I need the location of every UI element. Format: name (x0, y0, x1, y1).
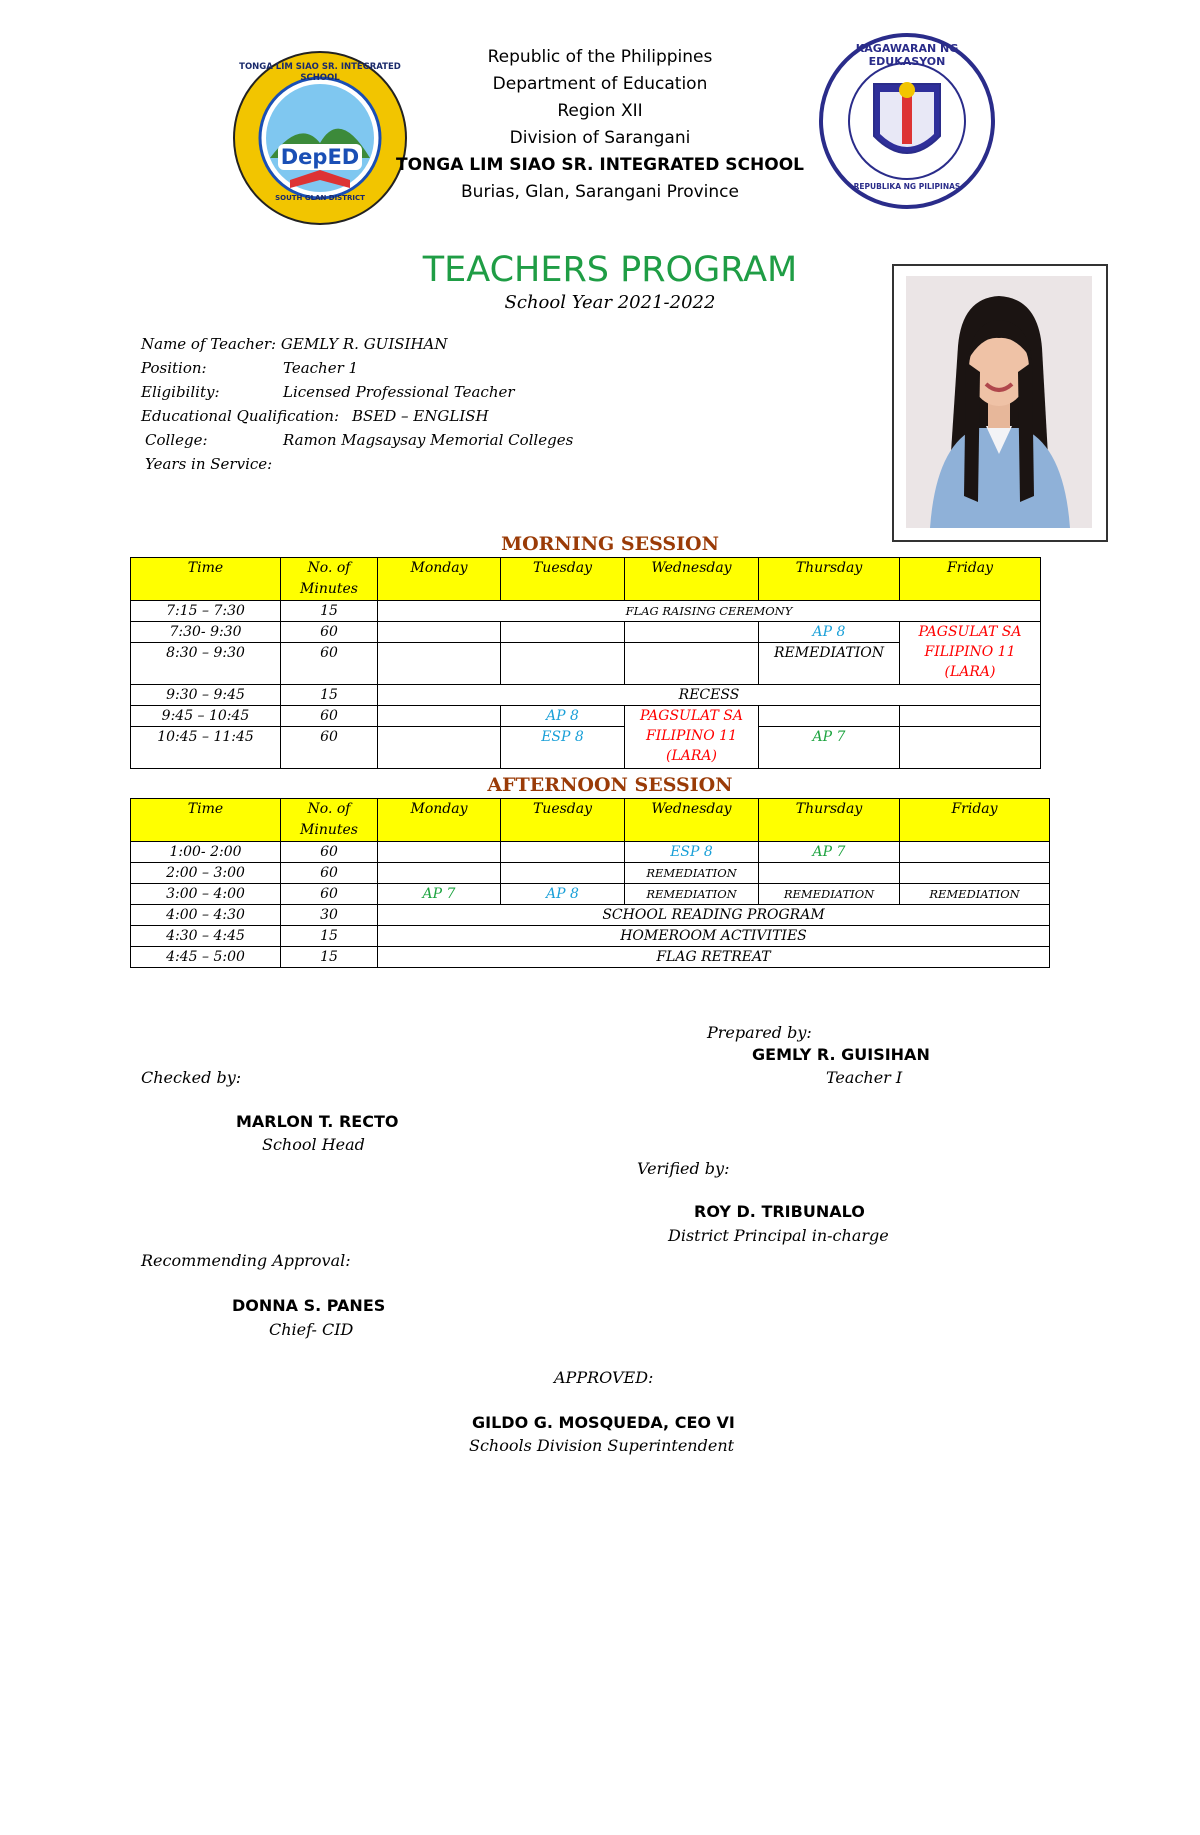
teacher-name-value: GEMLY R. GUISIHAN (280, 335, 448, 353)
tuesday-cell (501, 863, 625, 884)
minutes-cell: 60 (281, 884, 378, 905)
col-header-wednesday: Wednesday (625, 558, 759, 601)
col-header-friday: Friday (900, 799, 1050, 842)
letterhead (390, 44, 810, 206)
table-row (131, 842, 1050, 863)
table-row (131, 685, 1041, 706)
time-cell: 10:45 – 11:45 (131, 727, 281, 769)
span-activity-cell: FLAG RETREAT (378, 947, 1050, 968)
table-row (131, 727, 1041, 769)
friday-cell (900, 727, 1041, 769)
table-row (131, 622, 1041, 643)
checked-by-name: MARLON T. RECTO (236, 1112, 399, 1131)
deped-seal-bottom-text: REPUBLIKA NG PILIPINAS (853, 182, 961, 191)
afternoon-header-row (131, 799, 1050, 842)
monday-cell (378, 842, 501, 863)
teacher-info (141, 332, 573, 476)
time-cell: 9:45 – 10:45 (131, 706, 281, 727)
thursday-cell (759, 863, 900, 884)
minutes-cell: 15 (281, 926, 378, 947)
letterhead-department: Department of Education (492, 74, 708, 94)
time-cell: 9:30 – 9:45 (131, 685, 281, 706)
recommending-title: Chief- CID (269, 1320, 354, 1339)
col-header-time: Time (131, 799, 281, 842)
thursday-cell (759, 706, 900, 727)
checked-by-title: School Head (262, 1135, 365, 1154)
prepared-by-label: Prepared by: (707, 1023, 812, 1042)
morning-schedule-table (130, 557, 1041, 769)
span-activity-cell: SCHOOL READING PROGRAM (378, 905, 1050, 926)
school-logo-center-text: DepED (280, 145, 360, 169)
letterhead-address: Burias, Glan, Sarangani Province (461, 182, 739, 202)
prepared-by-name: GEMLY R. GUISIHAN (752, 1045, 930, 1064)
time-cell: 3:00 – 4:00 (131, 884, 281, 905)
education-value: BSED – ENGLISH (352, 407, 489, 425)
col-header-minutes: No. of Minutes (281, 558, 378, 601)
thursday-cell: REMEDIATION (759, 884, 900, 905)
afternoon-session-title: AFTERNOON SESSION (487, 774, 733, 796)
monday-cell (378, 622, 501, 643)
eligibility-row (141, 380, 573, 404)
college-row (141, 428, 573, 452)
minutes-cell: 60 (281, 863, 378, 884)
eligibility-label: Eligibility: (141, 383, 220, 401)
friday-cell (900, 863, 1050, 884)
monday-cell (378, 863, 501, 884)
page-title: TEACHERS PROGRAM (422, 250, 798, 290)
tuesday-cell (501, 842, 625, 863)
friday-cell: REMEDIATION (900, 884, 1050, 905)
col-header-minutes: No. of Minutes (281, 799, 378, 842)
minutes-cell: 15 (281, 601, 378, 622)
time-cell: 4:00 – 4:30 (131, 905, 281, 926)
col-header-tuesday: Tuesday (501, 799, 625, 842)
teacher-name-row (141, 332, 573, 356)
col-header-thursday: Thursday (759, 799, 900, 842)
col-header-wednesday: Wednesday (625, 799, 759, 842)
table-row (131, 706, 1041, 727)
monday-cell (378, 643, 501, 685)
time-cell: 8:30 – 9:30 (131, 643, 281, 685)
teacher-photo (892, 264, 1108, 542)
wednesday-cell (625, 622, 759, 643)
table-row (131, 905, 1050, 926)
afternoon-schedule-table (130, 798, 1050, 968)
verified-by-title: District Principal in-charge (668, 1226, 889, 1245)
friday-cell (900, 842, 1050, 863)
wednesday-cell: REMEDIATION (625, 863, 759, 884)
span-activity-cell: RECESS (378, 685, 1041, 706)
eligibility-value: Licensed Professional Teacher (283, 383, 515, 401)
col-header-monday: Monday (378, 558, 501, 601)
time-cell: 7:30- 9:30 (131, 622, 281, 643)
letterhead-region: Region XII (557, 101, 643, 121)
time-cell: 7:15 – 7:30 (131, 601, 281, 622)
letterhead-republic: Republic of the Philippines (487, 47, 713, 67)
morning-header-row (131, 558, 1041, 601)
col-header-friday: Friday (900, 558, 1041, 601)
position-value: Teacher 1 (283, 359, 359, 377)
teacher-name-label: Name of Teacher: (141, 335, 277, 353)
college-label: College: (145, 431, 208, 449)
monday-cell (378, 706, 501, 727)
deped-seal-top-text: KAGAWARAN NG EDUKASYON (855, 42, 959, 68)
thursday-cell: AP 7 (759, 727, 900, 769)
tuesday-cell: ESP 8 (501, 727, 625, 769)
verified-by-name: ROY D. TRIBUNALO (694, 1202, 865, 1221)
college-value: Ramon Magsaysay Memorial Colleges (283, 431, 574, 449)
friday-cell (900, 706, 1041, 727)
thursday-cell: REMEDIATION (759, 643, 900, 685)
minutes-cell: 30 (281, 905, 378, 926)
span-activity-cell: FLAG RAISING CEREMONY (378, 601, 1041, 622)
time-cell: 4:45 – 5:00 (131, 947, 281, 968)
thursday-cell: AP 8 (759, 622, 900, 643)
table-row (131, 601, 1041, 622)
minutes-cell: 60 (281, 622, 378, 643)
school-logo-district-text: SOUTH GLAN DISTRICT (275, 194, 365, 202)
wednesday-cell: PAGSULAT SA FILIPINO 11 (LARA) (625, 706, 759, 769)
approved-title: Schools Division Superintendent (469, 1436, 735, 1455)
time-cell: 2:00 – 3:00 (131, 863, 281, 884)
col-header-monday: Monday (378, 799, 501, 842)
verified-by-label: Verified by: (637, 1159, 730, 1178)
tuesday-cell: AP 8 (501, 884, 625, 905)
minutes-cell: 60 (281, 643, 378, 685)
teacher-photo-image (906, 276, 1092, 528)
table-row (131, 863, 1050, 884)
school-logo (230, 48, 410, 228)
prepared-by-title: Teacher I (826, 1068, 903, 1087)
minutes-cell: 15 (281, 685, 378, 706)
checked-by-label: Checked by: (141, 1068, 242, 1087)
time-cell: 4:30 – 4:45 (131, 926, 281, 947)
wednesday-cell: REMEDIATION (625, 884, 759, 905)
deped-seal (818, 32, 996, 210)
table-row (131, 947, 1050, 968)
years-label: Years in Service: (145, 455, 273, 473)
tuesday-cell (501, 643, 625, 685)
letterhead-school: TONGA LIM SIAO SR. INTEGRATED SCHOOL (396, 155, 804, 175)
time-cell: 1:00- 2:00 (131, 842, 281, 863)
friday-cell: PAGSULAT SA FILIPINO 11 (LARA) (900, 622, 1041, 685)
position-row (141, 356, 573, 380)
tuesday-cell: AP 8 (501, 706, 625, 727)
school-logo-ring-text: TONGA LIM SIAO SR. INTEGRATED SCHOOL (239, 62, 401, 83)
table-row (131, 884, 1050, 905)
approved-name: GILDO G. MOSQUEDA, CEO VI (472, 1413, 735, 1432)
recommending-label: Recommending Approval: (141, 1251, 351, 1270)
minutes-cell: 60 (281, 706, 378, 727)
letterhead-division: Division of Sarangani (509, 128, 691, 148)
minutes-cell: 60 (281, 842, 378, 863)
approved-label: APPROVED: (554, 1368, 654, 1387)
table-row (131, 926, 1050, 947)
minutes-cell: 15 (281, 947, 378, 968)
thursday-cell: AP 7 (759, 842, 900, 863)
position-label: Position: (141, 359, 207, 377)
school-year: School Year 2021-2022 (504, 292, 716, 313)
minutes-cell: 60 (281, 727, 378, 769)
morning-session-title: MORNING SESSION (501, 533, 719, 555)
col-header-tuesday: Tuesday (501, 558, 625, 601)
monday-cell: AP 7 (378, 884, 501, 905)
monday-cell (378, 727, 501, 769)
col-header-time: Time (131, 558, 281, 601)
span-activity-cell: HOMEROOM ACTIVITIES (378, 926, 1050, 947)
recommending-name: DONNA S. PANES (232, 1296, 386, 1315)
tuesday-cell (501, 622, 625, 643)
years-row (141, 452, 573, 476)
education-label: Educational Qualification: (141, 407, 339, 425)
education-row (141, 404, 573, 428)
wednesday-cell (625, 643, 759, 685)
wednesday-cell: ESP 8 (625, 842, 759, 863)
col-header-thursday: Thursday (759, 558, 900, 601)
